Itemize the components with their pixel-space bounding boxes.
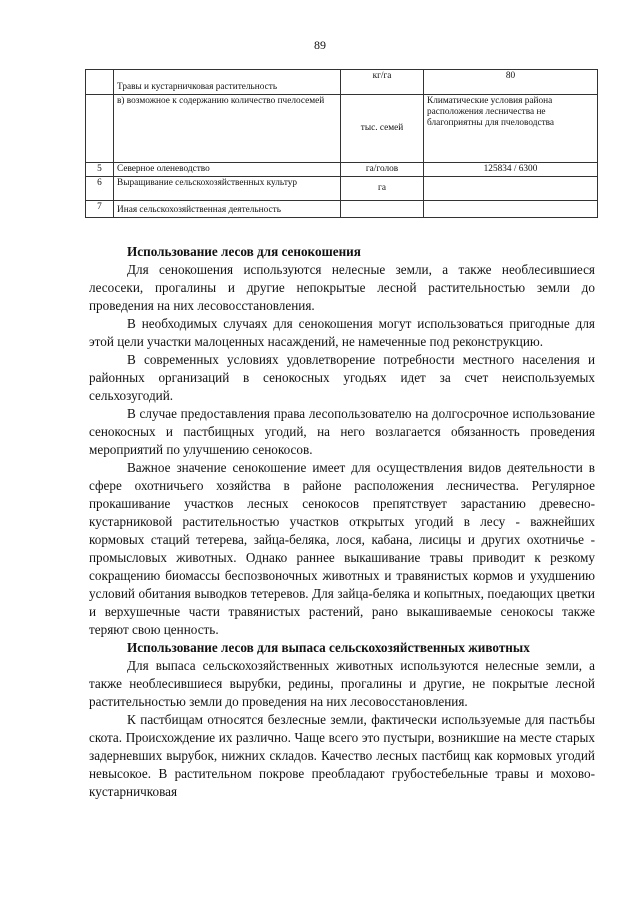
body-text [89, 243, 595, 801]
row-value: 80 [424, 70, 598, 95]
paragraph: К пастбищам относятся безлесные земли, фактически используемые для пастьбы скота. Происхождение их различно. Чаще всего это пустыри, возникшие на месте старых задерневших вырубок, нижних складов. Качество лесных пастбищ как кормовых угодий невысокое. В растительном покрове преобладают грубостебельные травы и мохово-кустарничковая [89, 712, 595, 799]
row-name: Выращивание сельскохозяйственных культур [114, 177, 341, 201]
section-heading-haymaking: Использование лесов для сенокошения [127, 244, 361, 259]
paragraph: Для выпаса сельскохозяйственных животных используются нелесные земли, а также необлесившиеся вырубки, редины, прогалины и другие, не покрытые лесной растительностью земли до проведения на них лесовосстановления. [89, 658, 595, 709]
table-row [86, 70, 598, 95]
row-number: 6 [86, 177, 114, 201]
row-number: 5 [86, 163, 114, 177]
paragraph: В необходимых случаях для сенокошения могут использоваться пригодные для этой цели участки малоценных насаждений, не намеченные под реконструкцию. [89, 316, 595, 349]
row-unit: га/голов [341, 163, 424, 177]
row-unit: тыс. семей [341, 95, 424, 163]
row-name: Северное оленеводство [114, 163, 341, 177]
paragraph: В случае предоставления права лесопользователю на долгосрочное использование сенокосных и пастбищных угодий, на него возлагается обязанность проведения мероприятий по улучшению сенокосов. [89, 406, 595, 457]
row-number [86, 95, 114, 163]
paragraph: В современных условиях удовлетворение потребности местного населения и районных организаций в сенокосных угодьях идет за счет неиспользуемых сельхозугодий. [89, 352, 595, 403]
row-value: Климатические условия района расположения лесничества не благоприятны для пчеловодства [424, 95, 598, 163]
row-name: Иная сельскохозяйственная деятельность [114, 201, 341, 218]
table-row [86, 163, 598, 177]
land-use-table [85, 69, 598, 218]
page-number: 89 [314, 38, 326, 52]
row-value [424, 201, 598, 218]
paragraph: Важное значение сенокошение имеет для осуществления видов деятельности в сфере охотничьего хозяйства в районе расположения лесничества. Регулярное прокашивание участков лесных сенокосов препятствует зарастанию древесно-кустарниковой растительностью участков открытых угодий в лесу - важнейших кормовых стаций тетерева, зайца-беляка, лося, кабана, лисицы и других охотничье - промысловых животных. Однако раннее выкашивание травы приводит к резкому сокращению биомассы беспозвоночных животных и травянистых кормов и ухудшению условий обитания выводков тетеревов. Для зайца-беляка и копытных, поедающих цветки и верхушечные части травянистых растений, рано выкашиваемые сенокосы также теряют свою ценность. [89, 460, 595, 637]
table-row [86, 95, 598, 163]
table-row [86, 177, 598, 201]
paragraph: Для сенокошения используются нелесные земли, а также необлесившиеся лесосеки, прогалины и другие непокрытые лесной растительностью земли до проведения на них лесовосстановления. [89, 262, 595, 313]
row-number: 7 [86, 201, 114, 218]
row-value: 125834 / 6300 [424, 163, 598, 177]
row-unit: кг/га [341, 70, 424, 95]
table-row [86, 201, 598, 218]
row-unit [341, 201, 424, 218]
row-unit: га [341, 177, 424, 201]
section-heading-grazing: Использование лесов для выпаса сельскохозяйственных животных [127, 640, 530, 655]
row-number [86, 70, 114, 95]
row-name: Травы и кустарничковая растительность [114, 70, 341, 95]
row-value [424, 177, 598, 201]
row-name: в) возможное к содержанию количество пчелосемей [114, 95, 341, 163]
